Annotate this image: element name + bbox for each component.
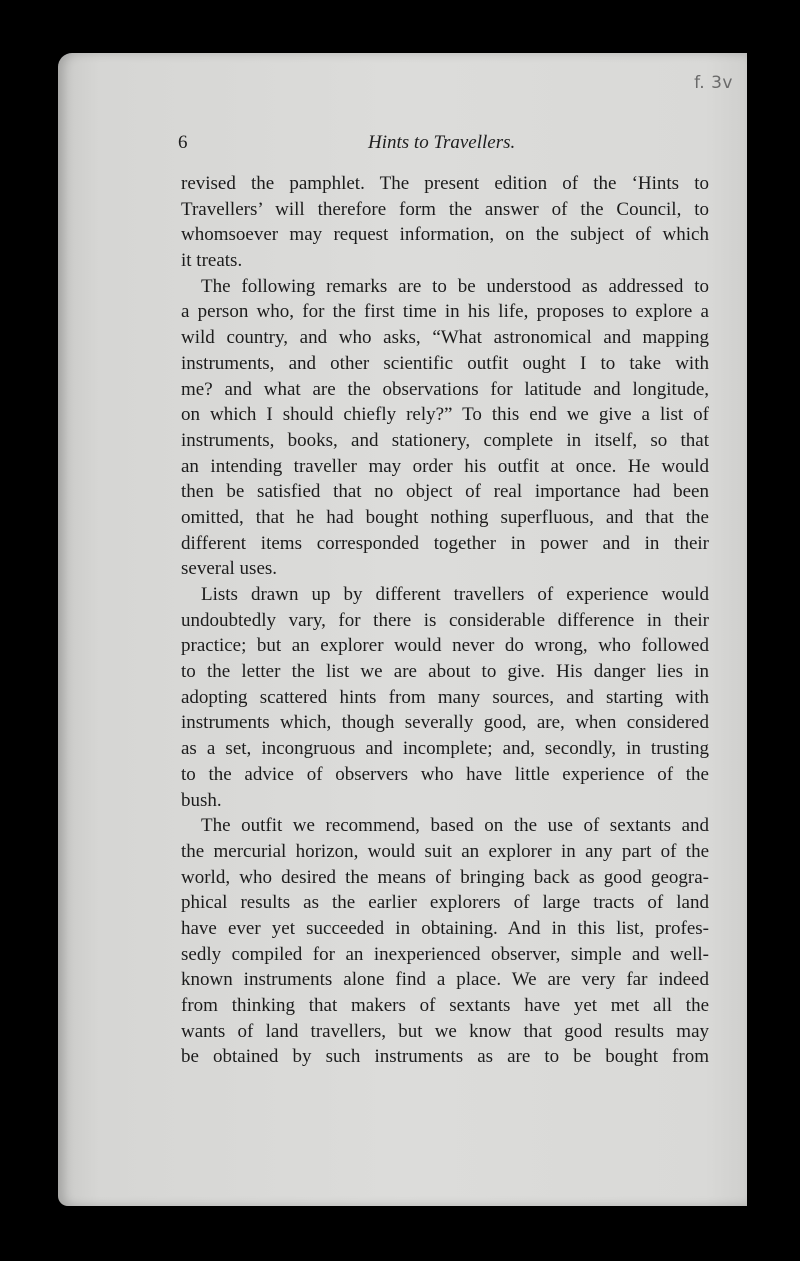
text-line: on which I should chiefly rely?” To this end we give a list of bbox=[181, 404, 709, 426]
text-line: undoubtedly vary, for there is considerable difference in their bbox=[181, 609, 709, 631]
text-line: sedly compiled for an inexperienced observer, simple and well- bbox=[181, 943, 709, 965]
text-line: wild country, and who asks, “What astronomical and mapping bbox=[181, 327, 709, 349]
text-line: Lists drawn up by different travellers of experience would bbox=[201, 584, 709, 605]
text-line: instruments, books, and stationery, complete in itself, so that bbox=[181, 429, 709, 451]
text-line: instruments which, though severally good, are, when considered bbox=[181, 712, 709, 734]
paragraph-2 bbox=[181, 274, 709, 582]
text-line: bush. bbox=[181, 789, 222, 811]
body-text bbox=[181, 171, 709, 1070]
text-line: practice; but an explorer would never do wrong, who followed bbox=[181, 635, 709, 657]
text-line: different items corresponded together in power and in their bbox=[181, 532, 709, 554]
folio-annotation: f. 3v bbox=[694, 73, 733, 93]
text-line: wants of land travellers, but we know that good results may bbox=[181, 1020, 709, 1042]
running-head: Hints to Travellers. bbox=[368, 132, 516, 153]
text-line: known instruments alone find a place. We are very far indeed bbox=[181, 969, 709, 991]
text-line: The following remarks are to be understood as addressed to bbox=[201, 275, 709, 297]
text-line: as a set, incongruous and incomplete; and, secondly, in trusting bbox=[181, 738, 709, 760]
text-line: then be satisfied that no object of real importance had been bbox=[181, 481, 709, 503]
paragraph-3 bbox=[181, 582, 709, 813]
text-line: the mercurial horizon, would suit an explorer in any part of the bbox=[181, 840, 709, 862]
text-line: to the advice of observers who have little experience of the bbox=[181, 763, 709, 785]
paragraph-1 bbox=[181, 171, 709, 274]
text-line: it treats. bbox=[181, 250, 243, 272]
text-line: have ever yet succeeded in obtaining. And in this list, profes- bbox=[181, 917, 709, 939]
text-line: phical results as the earlier explorers of large tracts of land bbox=[181, 892, 709, 914]
text-line: world, who desired the means of bringing back as good geogra- bbox=[181, 866, 709, 888]
text-line: be obtained by such instruments as are to be bought from bbox=[181, 1046, 709, 1068]
book-page bbox=[58, 53, 747, 1206]
text-line: a person who, for the first time in his life, proposes to explore a bbox=[181, 301, 709, 323]
text-line: several uses. bbox=[181, 558, 278, 580]
page-number: 6 bbox=[178, 132, 188, 153]
text-line: The outfit we recommend, based on the use of sextants and bbox=[201, 815, 709, 837]
text-line: me? and what are the observations for latitude and longitude, bbox=[181, 378, 709, 400]
text-line: Travellers’ will therefore form the answer of the Council, to bbox=[181, 198, 709, 220]
paragraph-4 bbox=[181, 813, 709, 1070]
text-line: from thinking that makers of sextants have yet met all the bbox=[181, 995, 709, 1016]
text-line: an intending traveller may order his outfit at once. He would bbox=[181, 455, 709, 477]
text-line: adopting scattered hints from many sources, and starting with bbox=[181, 686, 709, 708]
text-line: instruments, and other scientific outfit ought I to take with bbox=[181, 352, 709, 374]
text-line: whomsoever may request information, on the subject of which bbox=[181, 224, 709, 246]
text-line: to the letter the list we are about to give. His danger lies in bbox=[181, 661, 709, 683]
text-line: omitted, that he had bought nothing superfluous, and that the bbox=[181, 506, 709, 528]
text-line: revised the pamphlet. The present edition of the ‘Hints to bbox=[181, 173, 709, 194]
page-header bbox=[173, 132, 703, 158]
